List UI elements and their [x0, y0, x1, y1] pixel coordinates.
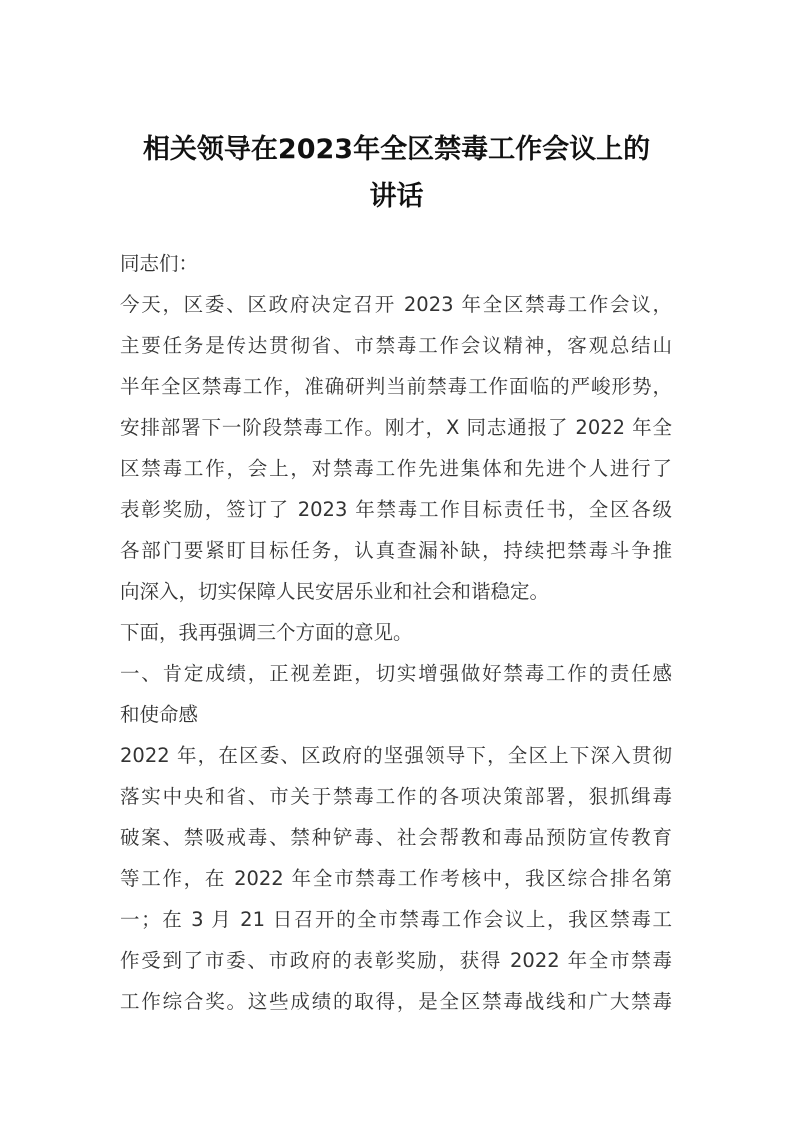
body-text-line: 一、肯定成绩，正视差距，切实增强做好禁毒工作的责任感: [120, 662, 672, 685]
body-text-line: 2022 年，在区委、区政府的坚强领导下，全区上下深入贯彻: [120, 744, 672, 767]
body-text-line: 各部门要紧盯目标任务，认真查漏补缺，持续把禁毒斗争推: [120, 539, 672, 562]
body-text-line: 等工作，在 2022 年全市禁毒工作考核中，我区综合排名第: [120, 867, 672, 890]
body-text-line: 半年全区禁毒工作，准确研判当前禁毒工作面临的严峻形势，: [120, 375, 672, 398]
body-text-line: 同志们：: [120, 252, 199, 275]
body-text-line: 区禁毒工作，会上，对禁毒工作先进集体和先进个人进行了: [120, 457, 672, 480]
body-text-line: 一；在 3 月 21 日召开的全市禁毒工作会议上，我区禁毒工: [120, 908, 672, 931]
document-title-line-2: 讲话: [369, 181, 424, 212]
body-text-line: 安排部署下一阶段禁毒工作。刚才，X 同志通报了 2022 年全: [120, 416, 672, 439]
body-text-line: 和使命感: [120, 703, 199, 726]
body-text-line: 工作综合奖。这些成绩的取得，是全区禁毒战线和广大禁毒: [120, 990, 672, 1013]
body-text-line: 下面，我再强调三个方面的意见。: [120, 621, 413, 644]
document-title-line-1: 相关领导在2023年全区禁毒工作会议上的: [142, 134, 651, 165]
body-text-line: 破案、禁吸戒毒、禁种铲毒、社会帮教和毒品预防宣传教育: [120, 826, 672, 849]
body-text-line: 表彰奖励，签订了 2023 年禁毒工作目标责任书，全区各级: [120, 498, 672, 521]
body-text-line: 向深入，切实保障人民安居乐业和社会和谐稳定。: [120, 580, 550, 603]
body-text-line: 主要任务是传达贯彻省、市禁毒工作会议精神，客观总结山: [120, 334, 672, 357]
body-text-line: 落实中央和省、市关于禁毒工作的各项决策部署，狠抓缉毒: [120, 785, 672, 808]
body-text-line: 作受到了市委、市政府的表彰奖励，获得 2022 年全市禁毒: [120, 949, 672, 972]
body-text-line: 今天，区委、区政府决定召开 2023 年全区禁毒工作会议，: [120, 293, 672, 316]
